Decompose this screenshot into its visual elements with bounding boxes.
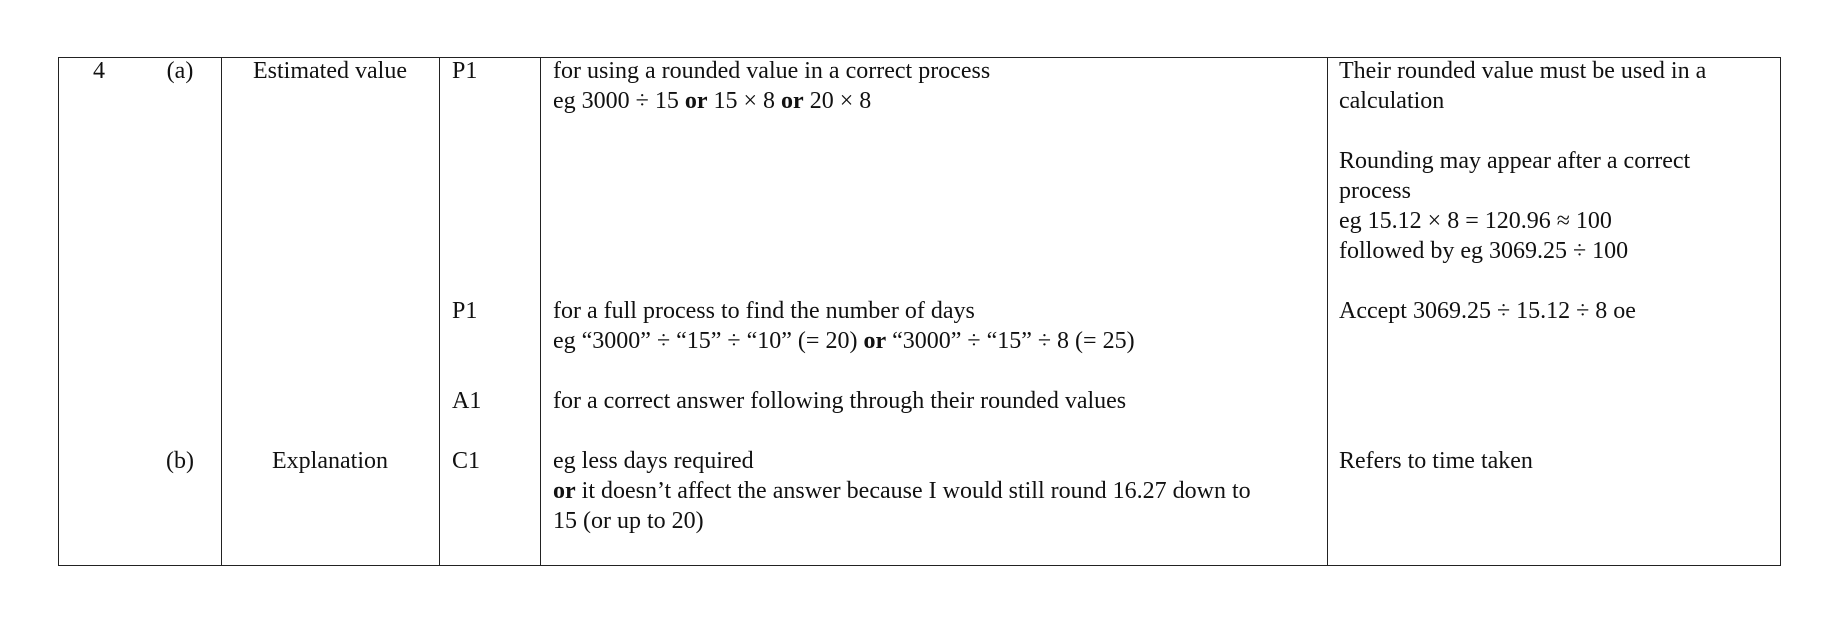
- guidance-line: [553, 296, 1135, 326]
- column-divider: [221, 58, 222, 565]
- guidance-line: [553, 446, 1251, 476]
- additional-line: [1339, 116, 1706, 146]
- guidance-text: 15 × 8: [707, 88, 782, 114]
- mark-guidance: [553, 386, 1126, 416]
- additional-guidance: [1339, 446, 1533, 476]
- mark-code: P1: [452, 58, 478, 84]
- bold-connective: or: [553, 478, 576, 504]
- mark-scheme-table: [58, 57, 1781, 566]
- bold-connective: or: [863, 328, 887, 354]
- mark-code: P1: [452, 298, 478, 324]
- column-divider: [1327, 58, 1328, 565]
- question-number: 4: [93, 58, 105, 84]
- additional-line: Rounding may appear after a correct: [1339, 148, 1691, 174]
- guidance-line: [553, 476, 1251, 506]
- additional-guidance: [1339, 56, 1706, 266]
- guidance-line: [553, 386, 1126, 416]
- additional-line: Their rounded value must be used in a: [1339, 58, 1707, 84]
- answer-a: Estimated value: [253, 58, 407, 84]
- additional-line: calculation: [1339, 88, 1445, 114]
- additional-guidance: [1339, 296, 1636, 326]
- additional-line: eg 15.12 × 8 = 120.96 ≈ 100: [1339, 208, 1612, 234]
- mark-guidance: [553, 446, 1251, 536]
- guidance-text: it doesn’t affect the answer because I would still round 16.27 down to: [575, 478, 1251, 504]
- guidance-text: for a correct answer following through their rounded values: [553, 388, 1127, 414]
- mark-guidance: [553, 56, 990, 116]
- guidance-text: for a full process to find the number of days: [553, 298, 975, 324]
- guidance-text: for using a rounded value in a correct process: [553, 58, 991, 84]
- guidance-text: eg 3000 ÷ 15: [553, 88, 685, 114]
- guidance-text: eg less days required: [553, 448, 754, 474]
- column-divider: [540, 58, 541, 565]
- mark-guidance: [553, 296, 1135, 356]
- answer-b: Explanation: [272, 448, 388, 474]
- guidance-text: 15 (or up to 20): [553, 508, 704, 534]
- guidance-line: [553, 506, 1251, 536]
- column-divider: [439, 58, 440, 565]
- guidance-text: eg “3000” ÷ “15” ÷ “10” (= 20): [553, 328, 864, 354]
- part-label-a: (a): [166, 58, 194, 84]
- additional-line: Refers to time taken: [1339, 448, 1533, 474]
- guidance-line: [553, 56, 990, 86]
- bold-connective: or: [781, 88, 804, 114]
- guidance-line: [553, 326, 1135, 356]
- additional-line: process: [1339, 178, 1411, 204]
- mark-code: A1: [452, 388, 482, 414]
- additional-line: followed by eg 3069.25 ÷ 100: [1339, 238, 1629, 264]
- part-label-b: (b): [166, 448, 194, 474]
- mark-code: C1: [452, 448, 481, 474]
- additional-line: Accept 3069.25 ÷ 15.12 ÷ 8 oe: [1339, 298, 1636, 324]
- guidance-text: 20 × 8: [803, 88, 872, 114]
- guidance-line: [553, 86, 990, 116]
- guidance-text: “3000” ÷ “15” ÷ 8 (= 25): [886, 328, 1135, 354]
- bold-connective: or: [684, 88, 708, 114]
